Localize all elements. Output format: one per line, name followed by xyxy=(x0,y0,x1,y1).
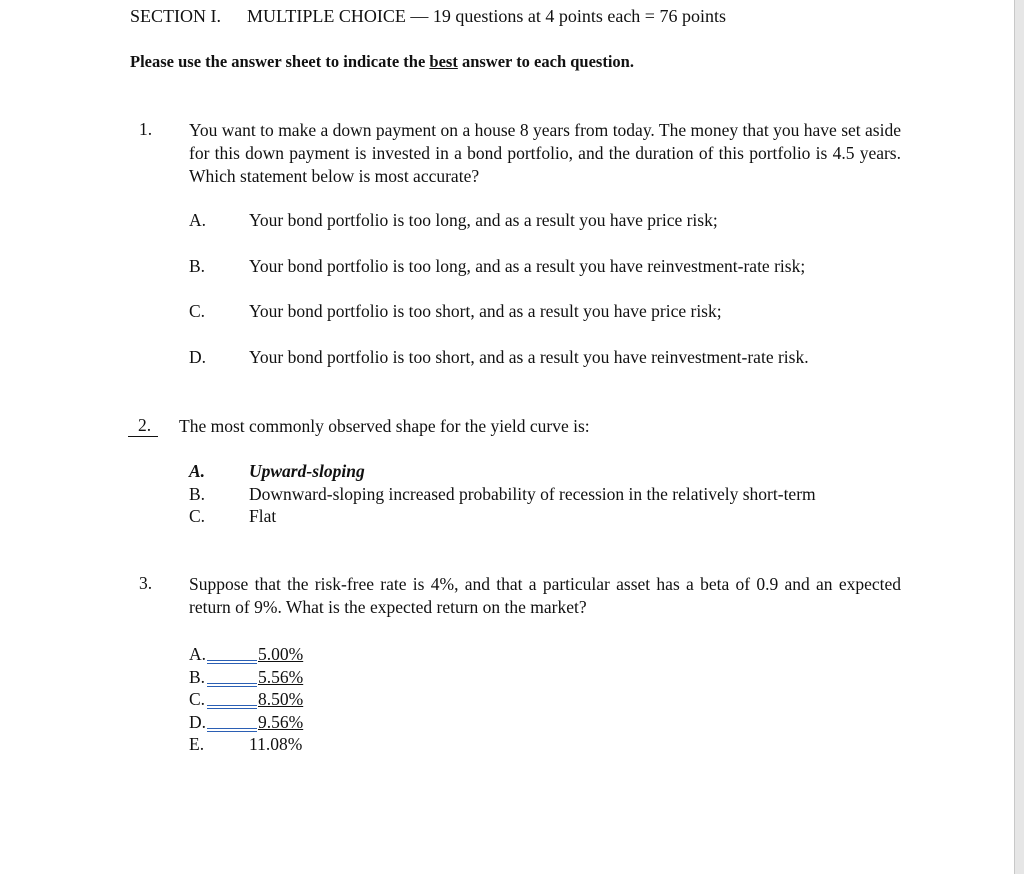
q3-option-c-blank xyxy=(207,705,257,709)
q1-option-a-letter: A. xyxy=(189,210,207,230)
q1-option-c-letter: C. xyxy=(189,301,206,321)
instructions-before: Please use the answer sheet to indicate the xyxy=(130,52,430,71)
q2-option-b-letter: B. xyxy=(189,484,206,504)
q3-option-e-text: 11.08% xyxy=(249,734,303,754)
q2-option-a-text: Upward-sloping xyxy=(249,461,365,481)
question-1-stem: You want to make a down payment on a house 8 years from today. The money that you have set aside for this down payment is invested in a bond portfolio, and the duration of this portfolio is 4.5 years. Which statement below is most accurate? xyxy=(189,120,901,186)
q3-option-a-text: 5.00% xyxy=(258,644,304,664)
instructions xyxy=(130,52,634,72)
question-2-number: 2. xyxy=(138,415,152,435)
q1-option-b-letter: B. xyxy=(189,256,206,276)
instructions-emphasis: best xyxy=(429,52,458,71)
q3-option-b-letter: B. xyxy=(189,667,206,687)
question-2-number-underline xyxy=(128,436,158,437)
q1-option-a-text: Your bond portfolio is too long, and as a result you have price risk; xyxy=(249,210,718,230)
question-3-stem: Suppose that the risk-free rate is 4%, and that a particular asset has a beta of 0.9 and an expected return of 9%. What is the expected return on the market? xyxy=(189,574,901,617)
q3-option-d-letter: D. xyxy=(189,712,207,732)
q1-option-b-text: Your bond portfolio is too long, and as a result you have reinvestment-rate risk; xyxy=(249,256,806,276)
question-2-stem: The most commonly observed shape for the yield curve is: xyxy=(179,416,590,436)
q3-option-c-letter: C. xyxy=(189,689,206,709)
q3-option-b-text: 5.56% xyxy=(258,667,304,687)
section-title: MULTIPLE CHOICE — 19 questions at 4 points each = 76 points xyxy=(247,6,726,26)
q1-option-c-text: Your bond portfolio is too short, and as a result you have price risk; xyxy=(249,301,722,321)
question-3-number: 3. xyxy=(139,573,153,593)
q3-option-c-text: 8.50% xyxy=(258,689,304,709)
q3-option-b-blank xyxy=(207,683,257,687)
q3-option-a-letter: A. xyxy=(189,644,207,664)
q2-option-a-letter: A. xyxy=(189,461,206,481)
section-label: SECTION I. xyxy=(130,6,221,26)
q2-option-c-letter: C. xyxy=(189,506,206,526)
question-1-number: 1. xyxy=(139,119,153,139)
q3-option-a-blank xyxy=(207,660,257,664)
q3-option-e-letter: E. xyxy=(189,734,205,754)
q2-option-c-text: Flat xyxy=(249,506,277,526)
instructions-after: answer to each question. xyxy=(457,52,634,71)
q1-option-d-letter: D. xyxy=(189,347,207,367)
q2-option-b-text: Downward-sloping increased probability of recession in the relatively short-term xyxy=(249,484,816,504)
q3-option-d-text: 9.56% xyxy=(258,712,304,732)
q3-option-d-blank xyxy=(207,728,257,732)
q1-option-d-text: Your bond portfolio is too short, and as a result you have reinvestment-rate risk. xyxy=(249,347,809,367)
